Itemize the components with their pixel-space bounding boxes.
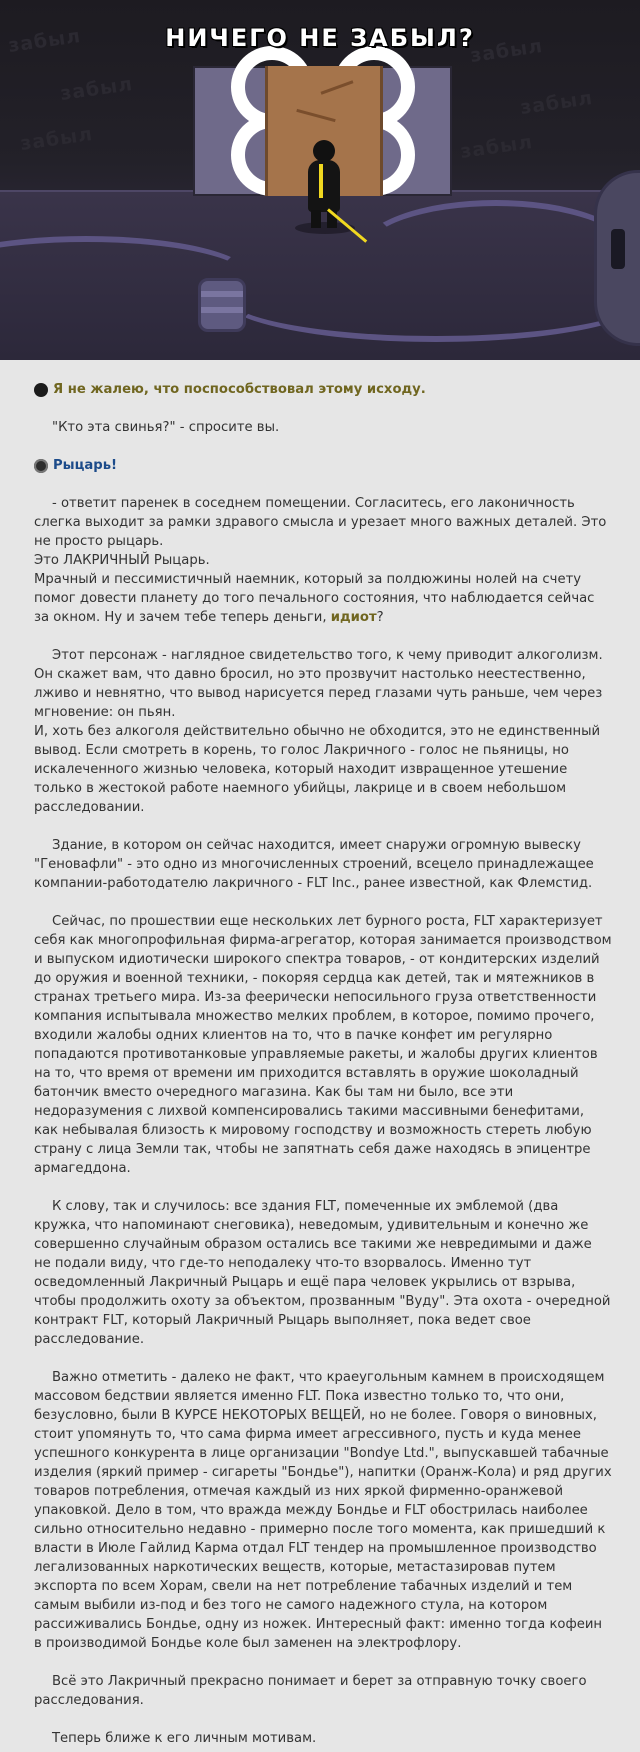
speaker-line xyxy=(34,380,612,399)
paragraph: Здание, в котором он сейчас находится, имеет снаружи огромную вывеску "Геновафли" - это одно из многочисленных строений, всецело принадлежащее компании-работодателю лакричного - FLT Inc., ранее известной, как Флемстид. xyxy=(34,838,594,891)
background-word: забыл xyxy=(458,131,535,163)
knight-body xyxy=(308,160,340,212)
cable-spool xyxy=(198,278,246,332)
article-body xyxy=(0,360,640,1748)
highlight-word: идиот xyxy=(330,610,377,625)
paragraph xyxy=(34,494,612,627)
paragraph: Теперь ближе к его личным мотивам. xyxy=(52,1731,317,1746)
background-word: забыл xyxy=(518,87,595,119)
wall-device xyxy=(594,170,640,346)
spool-band xyxy=(201,307,243,313)
paragraph-line: Этот персонаж - наглядное свидетельство того, к чему приводит алкоголизм. Он скажет вам, что давно бросил, но это прозвучит настолько неестественно, лживо и невнятно, что вывод нарисуется перед глазами чуть раньше, чем через мгновение: он пьян. xyxy=(34,648,603,720)
speaker-text: Я не жалею, что поспособствовал этому исходу. xyxy=(53,382,426,397)
banner-title: НИЧЕГО НЕ ЗАБЫЛ? xyxy=(165,24,475,52)
paragraph-line: Мрачный и пессимистичный наемник, который за полдюжины нолей на счету помог довести планету до того печального состояния, что наблюдается сейчас за окном. Ну и зачем тебе теперь деньги, xyxy=(34,572,595,625)
paragraph: К слову, так и случилось: все здания FLT, помеченные их эмблемой (два кружка, что напоминают снеговика), неведомым, удивительным и конечно же совершенно случайным образом остались все такими же невредимыми и даже не подали виду, что где-то неподалеку что-то взорвалось. Именно тут осведомленный Лакричный Рыцарь и ещё пара человек укрылись от взрыва, чтобы продолжить охоту за объектом, прозванным "Вуду". Эта охота - очередной контракт FLT, который Лакричный Рыцарь выполняет, пока ведет свое расследование. xyxy=(34,1199,611,1347)
paragraph-line: И, хоть без алкоголя действительно обычно не обходится, это не единственный вывод. Если смотреть в корень, то голос Лакричного - голос не пьяницы, но искалеченного жизнью человека, который находит извращенное утешение только в жестокой работе наемного убийцы, лакрице и в своем небольшом расследовании. xyxy=(34,724,601,815)
paragraph-line: - ответит паренек в соседнем помещении. Согласитесь, его лаконичность слегка выходит за рамки здравого смысла и урезает много важных деталей. Это не просто рыцарь. xyxy=(34,496,607,549)
paragraph-line: Это ЛАКРИЧНЫЙ Рыцарь. xyxy=(34,553,210,568)
door-crack xyxy=(321,80,354,94)
cable xyxy=(360,200,632,302)
paragraph: Всё это Лакричный прекрасно понимает и берет за отправную точку своего расследования. xyxy=(34,1674,587,1708)
background-word: забыл xyxy=(468,35,545,67)
knight-leg xyxy=(311,210,321,228)
paragraph-end: ? xyxy=(376,610,384,625)
device-slot xyxy=(611,229,625,269)
speaker-text: Рыцарь! xyxy=(53,458,118,473)
speaker-line xyxy=(34,456,612,475)
knight-face-icon xyxy=(34,459,48,473)
knight-head xyxy=(313,140,335,162)
paragraph xyxy=(34,646,612,817)
background-word: забыл xyxy=(6,25,83,57)
background-word: забыл xyxy=(18,123,95,155)
background-word: забыл xyxy=(58,73,135,105)
paragraph: Сейчас, по прошествии еще нескольких лет бурного роста, FLT характеризует себя как многопрофильная фирма-агрегатор, которая занимается производством и выпуском идиотически широкого спектра товаров, - от кондитерских изделий до оружия и военной техники, - покоряя сердца как детей, так и мятежников в странах третьего мира. Из-за феерически непосильного груза ответственности компания испытывала множество мелких проблем, в которое, помимо прочего, входили жалобы одних клиентов на то, что в пачке конфет им регулярно попадаются противотанковые управляемые ракеты, и жалобы других клиентов на то, что время от времени им приходится вставлять в оружие шоколадный батончик вместо очередного магазина. Как бы там ни было, все эти недоразумения с лихвой компенсировались такими массивными бенефитами, как небывалая близость к мировому господству и возможность стереть любую страну с лица Земли так, чтобы не запятнать себя даже находясь в эпицентре армагеддона. xyxy=(34,914,612,1176)
door-crack xyxy=(296,109,335,122)
spool-band xyxy=(201,291,243,297)
dark-circle-icon xyxy=(34,383,48,397)
header-banner xyxy=(0,0,640,360)
quote-line: "Кто эта свинья?" - спросите вы. xyxy=(52,420,280,435)
knight-stripe xyxy=(319,164,323,198)
paragraph: Важно отметить - далеко не факт, что краеугольным камнем в происходящем массовом бедствии является именно FLT. Пока известно только то, что они, безусловно, были В КУРСЕ НЕКОТОРЫХ ВЕЩЕЙ, но не более. Говоря о виновных, стоит упомянуть то, что сама фирма имеет агрессивного, пусть и куда менее успешного конкурента в лице организации "Bondye Ltd.", выпускавшей табачные изделия (яркий пример - сигареты "Бондье"), напитки (Оранж-Кола) и ряд других товаров потребления, отмечая каждый из них яркой фирменно-оранжевой упаковкой. Дело в том, что вражда между Бондье и FLT обострилась наиболее сильно относительно недавно - примерно после того момента, как пришедший к власти в Июле Гайлид Карма отдал FLT тендер на промышленное производство легализованных наркотических веществ, которые, метастазировав путем экспорта по всем Хорам, свели на нет потребление табачных изделий и тем самым выбили из-под и без того не самого надежного стула, на котором рассиживались Бондье, одну из ножек. Интересный факт: именно тогда кофеин в производимой Бондье коле был заменен на электрофлору. xyxy=(34,1370,612,1651)
